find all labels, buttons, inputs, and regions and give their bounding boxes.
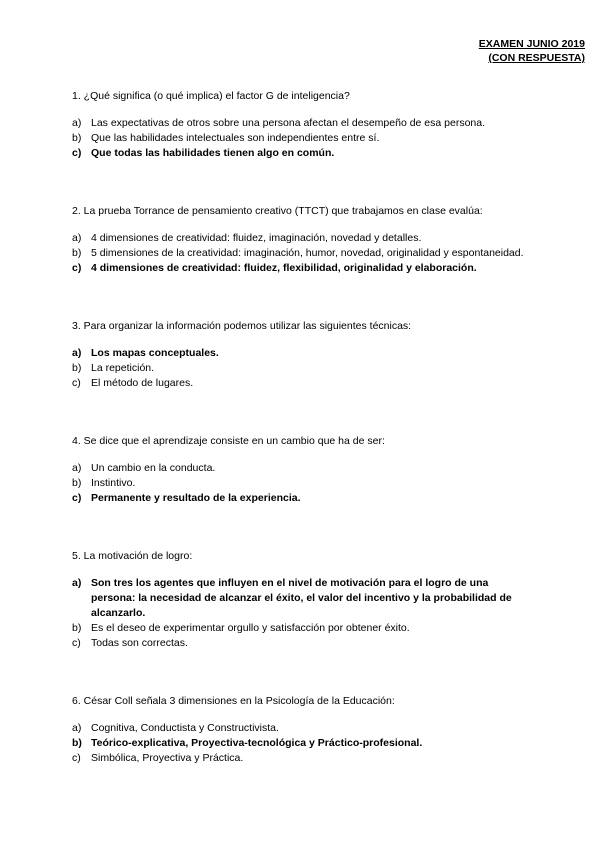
option-text: El método de lugares. <box>91 377 194 389</box>
option-letter: b) <box>72 247 82 259</box>
option-letter: b) <box>72 737 82 749</box>
option-letter: b) <box>72 362 82 374</box>
correct-answer-option <box>72 736 528 751</box>
option-text: 5 dimensiones de la creatividad: imaginación, humor, novedad, originalidad y espontaneidad. <box>91 247 524 259</box>
option-letter: a) <box>72 722 82 734</box>
question-6 <box>72 694 528 766</box>
option-text: 4 dimensiones de creatividad: fluidez, imaginación, novedad y detalles. <box>91 232 422 244</box>
question-1 <box>72 89 528 161</box>
correct-answer-option <box>72 491 528 506</box>
question-5 <box>72 549 528 651</box>
option-list <box>72 231 528 276</box>
question-list <box>72 89 528 809</box>
option-letter: b) <box>72 477 82 489</box>
option-list <box>72 721 528 766</box>
option-text: Simbólica, Proyectiva y Práctica. <box>91 752 244 764</box>
answer-option <box>72 476 528 491</box>
option-letter: a) <box>72 117 82 129</box>
answer-option <box>72 231 528 246</box>
option-letter: c) <box>72 492 82 504</box>
answer-option <box>72 361 528 376</box>
answer-option <box>72 246 528 261</box>
question-3 <box>72 319 528 391</box>
option-text: Teórico-explicativa, Proyectiva-tecnológica y Práctico-profesional. <box>91 737 423 749</box>
answer-option <box>72 131 528 146</box>
option-letter: b) <box>72 622 82 634</box>
option-letter: b) <box>72 132 82 144</box>
option-text: 4 dimensiones de creatividad: fluidez, flexibilidad, originalidad y elaboración. <box>91 262 477 274</box>
option-list <box>72 461 528 506</box>
option-letter: c) <box>72 262 82 274</box>
option-letter: c) <box>72 377 81 389</box>
answer-option <box>72 621 528 636</box>
question-2 <box>72 204 528 276</box>
option-text: Un cambio en la conducta. <box>91 462 216 474</box>
question-text: 4. Se dice que el aprendizaje consiste en un cambio que ha de ser: <box>72 435 385 447</box>
option-list <box>72 576 528 651</box>
correct-answer-option <box>72 261 528 276</box>
answer-option <box>72 636 528 651</box>
question-4 <box>72 434 528 506</box>
correct-answer-option <box>72 346 528 361</box>
answer-option <box>72 721 528 736</box>
answer-option <box>72 751 528 766</box>
option-text: Todas son correctas. <box>91 637 188 649</box>
answer-option <box>72 376 528 391</box>
question-text: 3. Para organizar la información podemos utilizar las siguientes técnicas: <box>72 320 412 332</box>
exam-subtitle: (CON RESPUESTA) <box>488 52 585 64</box>
option-text: Instintivo. <box>91 477 136 489</box>
correct-answer-option <box>72 576 528 621</box>
option-text: Cognitiva, Conductista y Constructivista. <box>91 722 279 734</box>
correct-answer-option <box>72 146 528 161</box>
exam-title: EXAMEN JUNIO 2019 <box>478 38 585 50</box>
option-letter: c) <box>72 147 82 159</box>
question-text: 1. ¿Qué significa (o qué implica) el factor G de inteligencia? <box>72 90 350 102</box>
answer-option <box>72 116 528 131</box>
option-text: Es el deseo de experimentar orgullo y satisfacción por obtener éxito. <box>91 622 410 634</box>
option-list <box>72 116 528 161</box>
question-text: 5. La motivación de logro: <box>72 550 193 562</box>
question-text: 6. César Coll señala 3 dimensiones en la Psicología de la Educación: <box>72 695 395 707</box>
option-letter: c) <box>72 752 81 764</box>
answer-option <box>72 461 528 476</box>
option-letter: a) <box>72 347 82 359</box>
option-text: Los mapas conceptuales. <box>91 347 219 359</box>
option-text: Que todas las habilidades tienen algo en común. <box>91 147 335 159</box>
option-letter: a) <box>72 462 82 474</box>
option-text: Que las habilidades intelectuales son independientes entre sí. <box>91 132 380 144</box>
option-text: La repetición. <box>91 362 155 374</box>
option-letter: c) <box>72 637 81 649</box>
option-text: Permanente y resultado de la experiencia. <box>91 492 301 504</box>
option-text: Las expectativas de otros sobre una persona afectan el desempeño de esa persona. <box>91 117 486 129</box>
question-text: 2. La prueba Torrance de pensamiento creativo (TTCT) que trabajamos en clase evalúa: <box>72 205 483 217</box>
option-letter: a) <box>72 232 82 244</box>
option-list <box>72 346 528 391</box>
exam-header <box>479 37 585 65</box>
option-text: Son tres los agentes que influyen en el nivel de motivación para el logro de una persona: la necesidad de alcanzar el éxito, el valor del incentivo y la probabilidad de alcanzarlo. <box>91 577 512 619</box>
option-letter: a) <box>72 577 82 589</box>
